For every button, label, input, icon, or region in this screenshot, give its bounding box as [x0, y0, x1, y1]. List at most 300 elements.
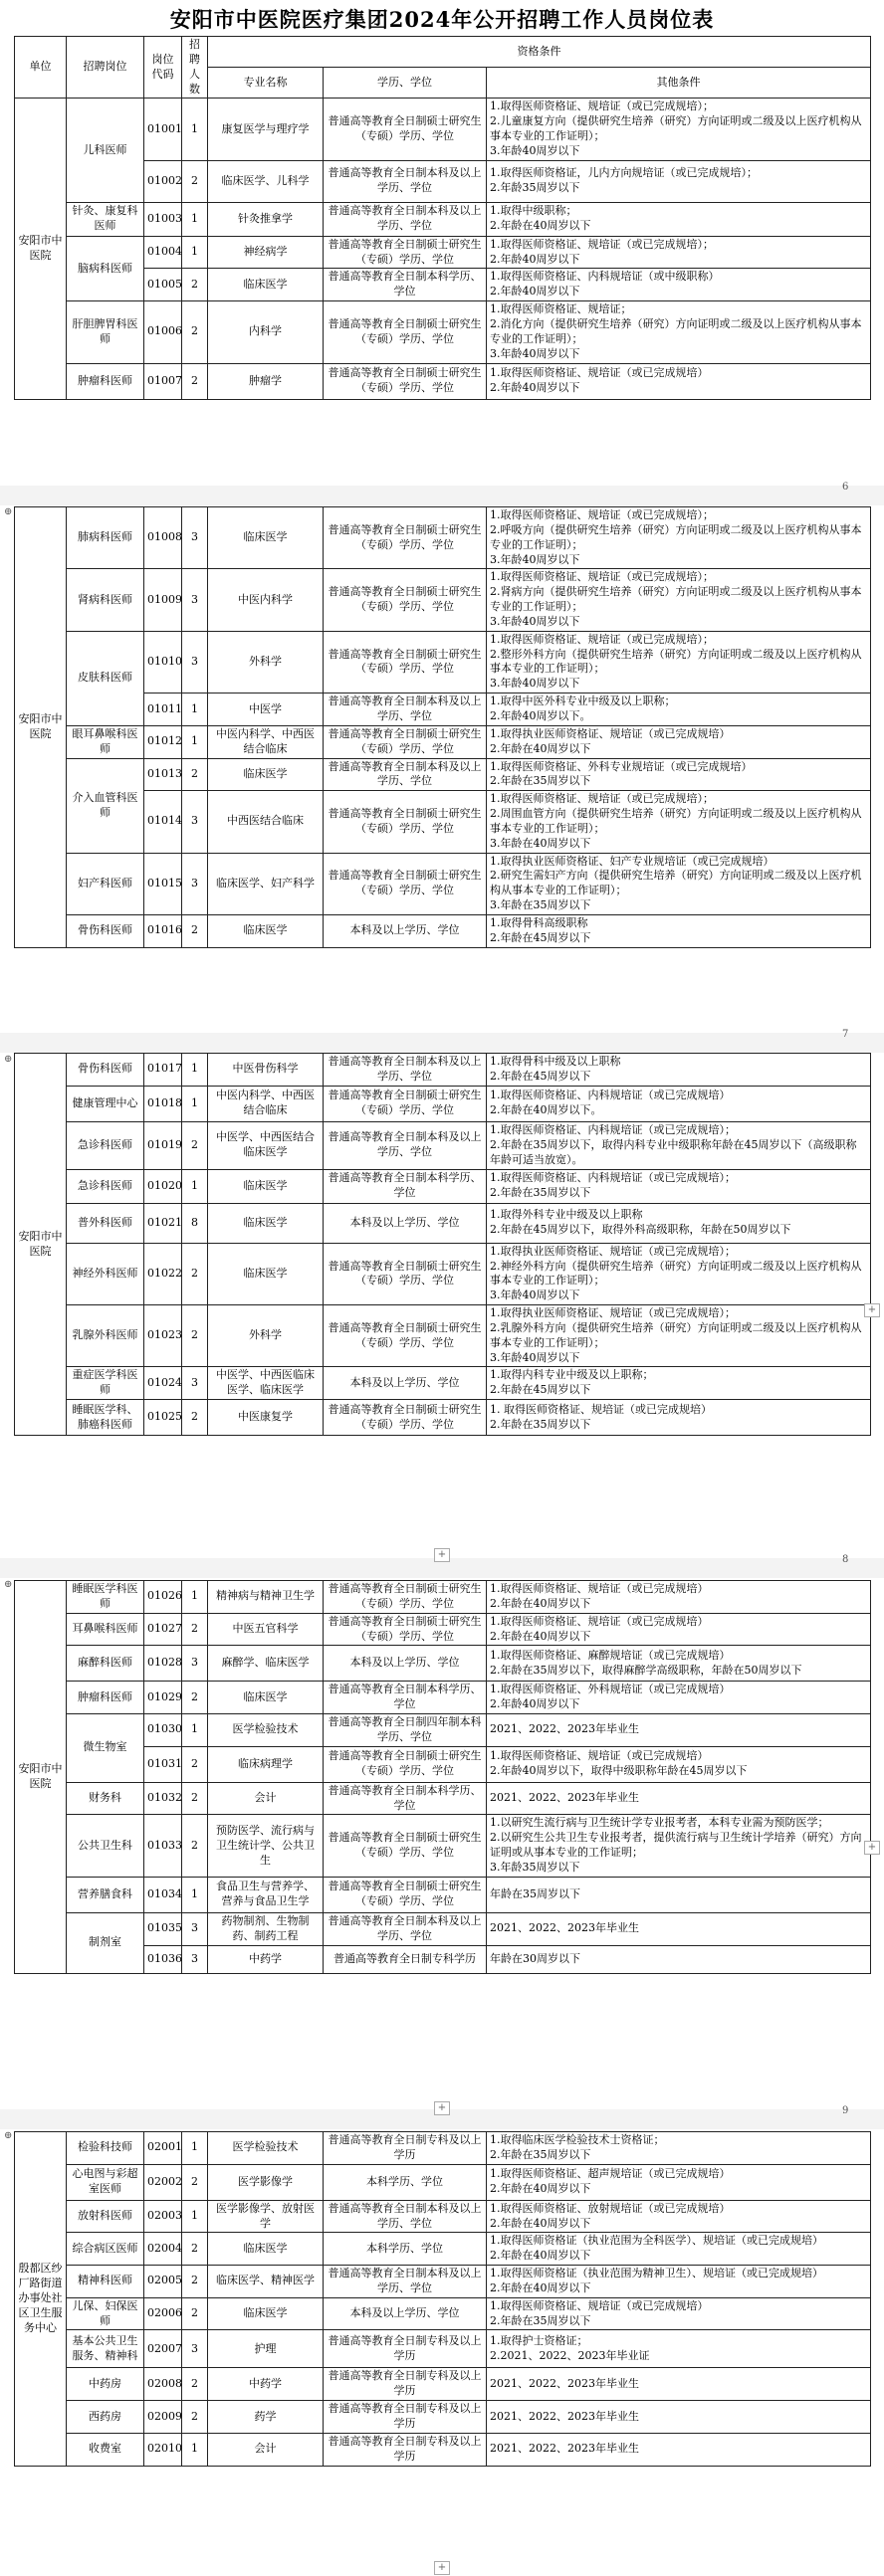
count-cell: 3 — [182, 569, 208, 631]
count-cell: 3 — [182, 1945, 208, 1973]
code-cell: 02004 — [144, 2233, 182, 2266]
add-column-button[interactable]: + — [864, 1303, 880, 1317]
education-cell: 普通高等教育全日制硕士研究生（专硕）学历、学位 — [324, 236, 487, 269]
code-cell: 02002 — [144, 2164, 182, 2200]
major-cell: 临床医学 — [208, 2297, 324, 2330]
other-conditions-cell: 1.取得医师资格证、规培证（或已完成规培） 2.年龄40周岁以下 — [487, 363, 871, 399]
code-cell: 01031 — [144, 1746, 182, 1782]
major-cell: 临床病理学 — [208, 1746, 324, 1782]
education-cell: 普通高等教育全日制硕士研究生（专硕）学历、学位 — [324, 853, 487, 914]
add-row-button[interactable]: + — [434, 2561, 450, 2575]
table-row — [15, 1682, 871, 1714]
post-cell: 妇产科医师 — [67, 853, 144, 914]
post-cell: 财务科 — [67, 1782, 144, 1815]
table-row — [15, 1815, 871, 1877]
major-cell: 药物制剂、生物制药、制药工程 — [208, 1912, 324, 1945]
other-conditions-cell: 2021、2022、2023年毕业生 — [487, 2433, 871, 2466]
other-conditions-cell: 1.取得骨科高级职称 2.年龄在45周岁以下 — [487, 914, 871, 947]
major-cell: 中医内科学、中西医结合临床 — [208, 1086, 324, 1121]
education-cell: 本科学历、学位 — [324, 2164, 487, 2200]
count-cell: 1 — [182, 2132, 208, 2165]
other-conditions-cell: 1.取得医师资格证、规培证（或已完成规培）； 2.整形外科方向（提供研究生培养（研究）方向证明或二级及以上医疗机构从事本专业的工作证明）； 3.年龄40周岁以下 — [487, 631, 871, 693]
education-cell: 普通高等教育全日制硕士研究生（专硕）学历、学位 — [324, 507, 487, 569]
header-post: 招聘岗位 — [67, 37, 144, 99]
table-row — [15, 758, 871, 791]
count-cell: 1 — [182, 1877, 208, 1912]
other-conditions-cell: 1.取得临床医学检验技术士资格证； 2.年龄在35周岁以下 — [487, 2132, 871, 2165]
education-cell: 本科及以上学历、学位 — [324, 914, 487, 947]
code-cell: 01025 — [144, 1400, 182, 1436]
code-cell: 01017 — [144, 1054, 182, 1087]
table-row — [15, 1121, 871, 1169]
major-cell: 针灸推拿学 — [208, 202, 324, 236]
code-cell: 01013 — [144, 758, 182, 791]
major-cell: 临床医学 — [208, 1203, 324, 1243]
page-number: 8 — [842, 1554, 849, 1565]
table-row — [15, 1782, 871, 1815]
table-row — [15, 1646, 871, 1682]
post-cell: 制剂室 — [67, 1912, 144, 1973]
code-cell: 01020 — [144, 1169, 182, 1203]
other-conditions-cell: 1.取得医师资格证、规培证（或已完成规培）； 2.呼吸方向（提供研究生培养（研究）方向证明或二级及以上医疗机构从事本专业的工作证明）； 3.年龄40周岁以下 — [487, 507, 871, 569]
code-cell: 01024 — [144, 1367, 182, 1400]
table-row — [15, 2297, 871, 2330]
code-cell: 01028 — [144, 1646, 182, 1682]
table-segment — [14, 1580, 871, 1974]
major-cell: 中西医结合临床 — [208, 791, 324, 853]
education-cell: 普通高等教育全日制硕士研究生（专硕）学历、学位 — [324, 1305, 487, 1367]
code-cell: 02008 — [144, 2368, 182, 2401]
other-conditions-cell: 1.以研究生流行病与卫生统计学专业报考者，本科专业需为预防医学； 2.以研究生公共卫生专业报考者，提供流行病与卫生统计学培养（研究）方向证明或从事本专业的工作证明； 3.年龄35周岁以下 — [487, 1815, 871, 1877]
count-cell: 2 — [182, 758, 208, 791]
post-cell: 睡眠医学科医师 — [67, 1581, 144, 1614]
post-cell: 针灸、康复科医师 — [67, 202, 144, 236]
table-segment — [14, 2131, 871, 2467]
other-conditions-cell: 2021、2022、2023年毕业生 — [487, 1714, 871, 1747]
table-row — [15, 2330, 871, 2368]
other-conditions-cell: 1.取得医师资格证、内科规培证（或已完成规培） 2.年龄在40周岁以下。 — [487, 1086, 871, 1121]
count-cell: 2 — [182, 2368, 208, 2401]
other-conditions-cell: 1.取得中级职称； 2.年龄在40周岁以下 — [487, 202, 871, 236]
table-row — [15, 1877, 871, 1912]
other-conditions-cell: 1.取得外科专业中级及以上职称 2.年龄在45周岁以下，取得外科高级职称，年龄在50周岁以下 — [487, 1203, 871, 1243]
count-cell: 1 — [182, 1054, 208, 1087]
count-cell: 1 — [182, 1169, 208, 1203]
header-other: 其他条件 — [487, 68, 871, 99]
major-cell: 麻醉学、临床医学 — [208, 1646, 324, 1682]
code-cell: 01036 — [144, 1945, 182, 1973]
other-conditions-cell: 2021、2022、2023年毕业生 — [487, 1912, 871, 1945]
post-cell: 急诊科医师 — [67, 1169, 144, 1203]
other-conditions-cell: 1.取得医师资格证、规培证（或已完成规培） 2.年龄在40周岁以下 — [487, 1581, 871, 1614]
education-cell: 普通高等教育全日制硕士研究生（专硕）学历、学位 — [324, 725, 487, 758]
education-cell: 普通高等教育全日制本科及以上学历、学位 — [324, 1054, 487, 1087]
code-cell: 01004 — [144, 236, 182, 269]
table-row — [15, 1613, 871, 1646]
education-cell: 普通高等教育全日制硕士研究生（专硕）学历、学位 — [324, 1243, 487, 1304]
code-cell: 01030 — [144, 1714, 182, 1747]
other-conditions-cell: 1.取得医师资格证、规培证（或已完成规培） 2.年龄40周岁以下，取得中级职称年龄在45周岁以下 — [487, 1746, 871, 1782]
add-column-button[interactable]: + — [864, 1841, 880, 1855]
other-conditions-cell: 1.取得医师资格证、外科专业规培证（或已完成规培） 2.年龄在35周岁以下 — [487, 758, 871, 791]
education-cell: 普通高等教育全日制硕士研究生（专硕）学历、学位 — [324, 791, 487, 853]
education-cell: 普通高等教育全日制硕士研究生（专硕）学历、学位 — [324, 1877, 487, 1912]
post-cell: 营养膳食科 — [67, 1877, 144, 1912]
education-cell: 普通高等教育全日制本科学历、学位 — [324, 1782, 487, 1815]
other-conditions-cell: 1.取得医师资格证、放射规培证（或已完成规培） 2.年龄在40周岁以下 — [487, 2200, 871, 2233]
code-cell: 01022 — [144, 1243, 182, 1304]
post-cell: 公共卫生科 — [67, 1815, 144, 1877]
other-conditions-cell: 1.取得执业医师资格证、规培证（或已完成规培）； 2.乳腺外科方向（提供研究生培养（研究）方向证明或二级及以上医疗机构从事本专业的工作证明）； 3.年龄40周岁以下 — [487, 1305, 871, 1367]
other-conditions-cell: 1.取得医师资格证、规培证（或已完成规培）； 2.年龄40周岁以下 — [487, 236, 871, 269]
major-cell: 临床医学 — [208, 269, 324, 301]
code-cell: 01019 — [144, 1121, 182, 1169]
code-cell: 02005 — [144, 2266, 182, 2298]
post-cell: 心电图与彩超室医师 — [67, 2164, 144, 2200]
major-cell: 中医学、中西医结合临床医学 — [208, 1121, 324, 1169]
header-qualification: 资格条件 — [208, 37, 871, 68]
table-row — [15, 2266, 871, 2298]
major-cell: 会计 — [208, 2433, 324, 2466]
table-row — [15, 301, 871, 363]
other-conditions-cell: 1.取得医师资格证、规培证（或已完成规培）； 2.儿童康复方向（提供研究生培养（研究）方向证明或二级及以上医疗机构从事本专业的工作证明）； 3.年龄40周岁以下 — [487, 99, 871, 160]
table-row — [15, 1305, 871, 1367]
post-cell: 综合病区医师 — [67, 2233, 144, 2266]
education-cell: 普通高等教育全日制本科学历、学位 — [324, 269, 487, 301]
count-cell: 1 — [182, 2433, 208, 2466]
major-cell: 护理 — [208, 2330, 324, 2368]
other-conditions-cell: 1.取得医师资格证、内科规培证（或已完成规培）； 2.年龄在35周岁以下，取得内科专业中级职称年龄在45周岁以下（高级职称年龄可适当放宽）。 — [487, 1121, 871, 1169]
education-cell: 普通高等教育全日制本科及以上学历、学位 — [324, 694, 487, 726]
other-conditions-cell: 1.取得医师资格证（执业范围为精神卫生）、规培证（或已完成规培） 2.年龄在40周岁以下 — [487, 2266, 871, 2298]
table-row — [15, 1581, 871, 1614]
count-cell: 3 — [182, 1646, 208, 1682]
major-cell: 临床医学 — [208, 1682, 324, 1714]
other-conditions-cell: 2021、2022、2023年毕业生 — [487, 1782, 871, 1815]
table-row — [15, 1086, 871, 1121]
code-cell: 01006 — [144, 301, 182, 363]
post-cell: 检验科技师 — [67, 2132, 144, 2165]
other-conditions-cell: 1.取得医师资格证、规培证（或已完成规培）； 2.周围血管方向（提供研究生培养（研究）方向证明或二级及以上医疗机构从事本专业的工作证明）； 3.年龄在40周岁以下 — [487, 791, 871, 853]
major-cell: 中医骨伤科学 — [208, 1054, 324, 1087]
education-cell: 普通高等教育全日制硕士研究生（专硕）学历、学位 — [324, 363, 487, 399]
education-cell: 普通高等教育全日制硕士研究生（专硕）学历、学位 — [324, 1613, 487, 1646]
count-cell: 3 — [182, 791, 208, 853]
unit-cell: 安阳市中医院 — [15, 507, 67, 948]
table-move-handle-icon[interactable]: ⊕ — [4, 1054, 13, 1065]
education-cell: 本科及以上学历、学位 — [324, 1646, 487, 1682]
post-cell: 普外科医师 — [67, 1203, 144, 1243]
post-cell: 微生物室 — [67, 1714, 144, 1783]
education-cell: 普通高等教育全日制专科学历 — [324, 1945, 487, 1973]
unit-cell: 安阳市中医院 — [15, 99, 67, 399]
major-cell: 中医五官科学 — [208, 1613, 324, 1646]
count-cell: 2 — [182, 1746, 208, 1782]
post-cell: 睡眠医学科、肺癌科医师 — [67, 1400, 144, 1436]
code-cell: 01016 — [144, 914, 182, 947]
add-row-button[interactable]: + — [434, 2101, 450, 2115]
major-cell: 外科学 — [208, 1305, 324, 1367]
count-cell: 2 — [182, 160, 208, 202]
major-cell: 中医内科学 — [208, 569, 324, 631]
post-cell: 神经外科医师 — [67, 1243, 144, 1304]
table-move-handle-icon[interactable]: ⊕ — [4, 1579, 13, 1590]
count-cell: 1 — [182, 694, 208, 726]
table-segment — [14, 1053, 871, 1436]
unit-cell: 殷都区纱厂路街道办事处社区卫生服务中心 — [15, 2132, 67, 2467]
count-cell: 1 — [182, 725, 208, 758]
major-cell: 康复医学与理疗学 — [208, 99, 324, 160]
count-cell: 2 — [182, 269, 208, 301]
table-row — [15, 853, 871, 914]
count-cell: 3 — [182, 631, 208, 693]
table-move-handle-icon[interactable]: ⊕ — [4, 506, 13, 517]
header-major: 专业名称 — [208, 68, 324, 99]
post-cell: 肝胆脾胃科医师 — [67, 301, 144, 363]
count-cell: 2 — [182, 363, 208, 399]
major-cell: 临床医学 — [208, 2233, 324, 2266]
post-cell: 耳鼻喉科医师 — [67, 1613, 144, 1646]
code-cell: 01008 — [144, 507, 182, 569]
other-conditions-cell: 年龄在30周岁以下 — [487, 1945, 871, 1973]
table-row — [15, 2132, 871, 2165]
education-cell: 普通高等教育全日制专科及以上学历 — [324, 2132, 487, 2165]
table-row — [15, 1243, 871, 1304]
major-cell: 精神病与精神卫生学 — [208, 1581, 324, 1614]
post-cell: 介入血管科医师 — [67, 758, 144, 853]
code-cell: 01018 — [144, 1086, 182, 1121]
post-cell: 肾病科医师 — [67, 569, 144, 631]
count-cell: 1 — [182, 1086, 208, 1121]
page-number: 6 — [842, 482, 849, 493]
education-cell: 普通高等教育全日制硕士研究生（专硕）学历、学位 — [324, 301, 487, 363]
count-cell: 1 — [182, 202, 208, 236]
code-cell: 01014 — [144, 791, 182, 853]
table-segment — [14, 36, 871, 400]
education-cell: 普通高等教育全日制硕士研究生（专硕）学历、学位 — [324, 569, 487, 631]
other-conditions-cell: 1.取得医师资格证、规培证； 2.消化方向（提供研究生培养（研究）方向证明或二级及以上医疗机构从事本专业的工作证明）； 3.年龄40周岁以下 — [487, 301, 871, 363]
other-conditions-cell: 1.取得中医外科专业中级及以上职称； 2.年龄40周岁以下。 — [487, 694, 871, 726]
code-cell: 01027 — [144, 1613, 182, 1646]
major-cell: 临床医学 — [208, 1169, 324, 1203]
education-cell: 普通高等教育全日制四年制本科学历、学位 — [324, 1714, 487, 1747]
count-cell: 2 — [182, 2401, 208, 2434]
education-cell: 普通高等教育全日制专科及以上学历 — [324, 2330, 487, 2368]
post-cell: 基本公共卫生服务、精神科 — [67, 2330, 144, 2368]
table-row — [15, 725, 871, 758]
education-cell: 普通高等教育全日制硕士研究生（专硕）学历、学位 — [324, 631, 487, 693]
code-cell: 01009 — [144, 569, 182, 631]
other-conditions-cell: 1.取得医师资格证、内科规培证（或已完成规培）； 2.年龄在35周岁以下 — [487, 1169, 871, 1203]
count-cell: 2 — [182, 1815, 208, 1877]
code-cell: 01021 — [144, 1203, 182, 1243]
major-cell: 临床医学、妇产科学 — [208, 853, 324, 914]
education-cell: 普通高等教育全日制专科及以上学历 — [324, 2433, 487, 2466]
table-row — [15, 1714, 871, 1747]
count-cell: 2 — [182, 2233, 208, 2266]
education-cell: 普通高等教育全日制本科及以上学历、学位 — [324, 758, 487, 791]
add-row-button[interactable]: + — [434, 1548, 450, 1562]
table-row — [15, 1203, 871, 1243]
post-cell: 皮肤科医师 — [67, 631, 144, 725]
code-cell: 02009 — [144, 2401, 182, 2434]
post-cell: 肺病科医师 — [67, 507, 144, 569]
other-conditions-cell: 2021、2022、2023年毕业生 — [487, 2368, 871, 2401]
code-cell: 02007 — [144, 2330, 182, 2368]
count-cell: 1 — [182, 236, 208, 269]
code-cell: 01002 — [144, 160, 182, 202]
count-cell: 2 — [182, 1613, 208, 1646]
major-cell: 医学影像学 — [208, 2164, 324, 2200]
other-conditions-cell: 1.取得医师资格证、超声规培证（或已完成规培） 2.年龄在40周岁以下 — [487, 2164, 871, 2200]
page-break — [0, 486, 884, 505]
table-row — [15, 2433, 871, 2466]
code-cell: 02001 — [144, 2132, 182, 2165]
unit-cell: 安阳市中医院 — [15, 1054, 67, 1436]
education-cell: 普通高等教育全日制本科及以上学历、学位 — [324, 2200, 487, 2233]
code-cell: 02010 — [144, 2433, 182, 2466]
education-cell: 普通高等教育全日制专科及以上学历 — [324, 2401, 487, 2434]
major-cell: 临床医学、儿科学 — [208, 160, 324, 202]
major-cell: 中医内科学、中西医结合临床 — [208, 725, 324, 758]
code-cell: 01011 — [144, 694, 182, 726]
post-cell: 儿科医师 — [67, 99, 144, 202]
major-cell: 预防医学、流行病与卫生统计学、公共卫生 — [208, 1815, 324, 1877]
post-cell: 儿保、妇保医师 — [67, 2297, 144, 2330]
other-conditions-cell: 1. 取得医师资格证、规培证（或已完成规培） 2.年龄在35周岁以下 — [487, 1400, 871, 1436]
page-number: 7 — [842, 1029, 849, 1040]
count-cell: 2 — [182, 2297, 208, 2330]
table-row — [15, 2401, 871, 2434]
table-segment — [14, 506, 871, 948]
major-cell: 医学检验技术 — [208, 1714, 324, 1747]
header-education: 学历、学位 — [324, 68, 487, 99]
major-cell: 药学 — [208, 2401, 324, 2434]
other-conditions-cell: 2021、2022、2023年毕业生 — [487, 2401, 871, 2434]
other-conditions-cell: 1.取得医师资格证、规培证（或已完成规培） 2.年龄在40周岁以下 — [487, 1613, 871, 1646]
code-cell: 02006 — [144, 2297, 182, 2330]
education-cell: 普通高等教育全日制本科及以上学历、学位 — [324, 202, 487, 236]
other-conditions-cell: 1.取得医师资格证、外科规培证（或已完成规培） 2.年龄40周岁以下 — [487, 1682, 871, 1714]
code-cell: 01029 — [144, 1682, 182, 1714]
table-row — [15, 2233, 871, 2266]
table-row — [15, 1169, 871, 1203]
education-cell: 普通高等教育全日制专科及以上学历 — [324, 2368, 487, 2401]
major-cell: 肿瘤学 — [208, 363, 324, 399]
count-cell: 8 — [182, 1203, 208, 1243]
education-cell: 本科及以上学历、学位 — [324, 1203, 487, 1243]
table-row — [15, 2368, 871, 2401]
post-cell: 乳腺外科医师 — [67, 1305, 144, 1367]
code-cell: 01035 — [144, 1912, 182, 1945]
count-cell: 2 — [182, 1682, 208, 1714]
post-cell: 肿瘤科医师 — [67, 363, 144, 399]
major-cell: 神经病学 — [208, 236, 324, 269]
table-move-handle-icon[interactable]: ⊕ — [4, 2130, 13, 2141]
post-cell: 骨伤科医师 — [67, 1054, 144, 1087]
major-cell: 食品卫生与营养学、营养与食品卫生学 — [208, 1877, 324, 1912]
table-row — [15, 202, 871, 236]
unit-cell: 安阳市中医院 — [15, 1581, 67, 1974]
count-cell: 1 — [182, 2200, 208, 2233]
post-cell: 中药房 — [67, 2368, 144, 2401]
major-cell: 中药学 — [208, 2368, 324, 2401]
post-cell: 骨伤科医师 — [67, 914, 144, 947]
page-break — [0, 1033, 884, 1053]
other-conditions-cell: 1.取得内科专业中级及以上职称； 2.年龄在45周岁以下 — [487, 1367, 871, 1400]
code-cell: 01033 — [144, 1815, 182, 1877]
code-cell: 01032 — [144, 1782, 182, 1815]
table-row — [15, 99, 871, 160]
table-row — [15, 569, 871, 631]
count-cell: 3 — [182, 1367, 208, 1400]
code-cell: 01001 — [144, 99, 182, 160]
count-cell: 3 — [182, 1912, 208, 1945]
count-cell: 3 — [182, 2330, 208, 2368]
count-cell: 2 — [182, 1782, 208, 1815]
count-cell: 2 — [182, 2164, 208, 2200]
header-unit: 单位 — [15, 37, 67, 99]
major-cell: 医学影像学、放射医学 — [208, 2200, 324, 2233]
education-cell: 普通高等教育全日制本科学历、学位 — [324, 1682, 487, 1714]
code-cell: 01010 — [144, 631, 182, 693]
major-cell: 外科学 — [208, 631, 324, 693]
education-cell: 本科学历、学位 — [324, 2233, 487, 2266]
education-cell: 普通高等教育全日制硕士研究生（专硕）学历、学位 — [324, 1400, 487, 1436]
education-cell: 普通高等教育全日制本科及以上学历、学位 — [324, 1121, 487, 1169]
table-row — [15, 2200, 871, 2233]
education-cell: 普通高等教育全日制本科及以上学历、学位 — [324, 160, 487, 202]
post-cell: 眼耳鼻喉科医师 — [67, 725, 144, 758]
major-cell: 临床医学 — [208, 507, 324, 569]
count-cell: 3 — [182, 507, 208, 569]
code-cell: 01012 — [144, 725, 182, 758]
education-cell: 普通高等教育全日制硕士研究生（专硕）学历、学位 — [324, 99, 487, 160]
major-cell: 中医学 — [208, 694, 324, 726]
education-cell: 普通高等教育全日制硕士研究生（专硕）学历、学位 — [324, 1746, 487, 1782]
education-cell: 普通高等教育全日制硕士研究生（专硕）学历、学位 — [324, 1581, 487, 1614]
code-cell: 01026 — [144, 1581, 182, 1614]
education-cell: 普通高等教育全日制本科及以上学历、学位 — [324, 2266, 487, 2298]
page-title: 安阳市中医院医疗集团2024年公开招聘工作人员岗位表 — [169, 7, 715, 32]
post-cell: 收费室 — [67, 2433, 144, 2466]
post-cell: 肿瘤科医师 — [67, 1682, 144, 1714]
table-row — [15, 1400, 871, 1436]
table-row — [15, 1367, 871, 1400]
code-cell: 01015 — [144, 853, 182, 914]
code-cell: 01005 — [144, 269, 182, 301]
post-cell: 麻醉科医师 — [67, 1646, 144, 1682]
other-conditions-cell: 1.取得护士资格证； 2.2021、2022、2023年毕业证 — [487, 2330, 871, 2368]
count-cell: 2 — [182, 1243, 208, 1304]
other-conditions-cell: 年龄在35周岁以下 — [487, 1877, 871, 1912]
post-cell: 精神科医师 — [67, 2266, 144, 2298]
major-cell: 中药学 — [208, 1945, 324, 1973]
count-cell: 2 — [182, 2266, 208, 2298]
post-cell: 重症医学科医师 — [67, 1367, 144, 1400]
major-cell: 临床医学 — [208, 914, 324, 947]
count-cell: 2 — [182, 1121, 208, 1169]
other-conditions-cell: 1.取得医师资格证、规培证（或已完成规培）； 2.肾病方向（提供研究生培养（研究）方向证明或二级及以上医疗机构从事本专业的工作证明）； 3.年龄40周岁以下 — [487, 569, 871, 631]
count-cell: 2 — [182, 1305, 208, 1367]
education-cell: 本科及以上学历、学位 — [324, 1367, 487, 1400]
education-cell: 普通高等教育全日制本科及以上学历、学位 — [324, 1912, 487, 1945]
table-row — [15, 507, 871, 569]
page-number: 9 — [842, 2105, 849, 2116]
other-conditions-cell: 1.取得医师资格证、规培证（或已完成规培） 2.年龄在35周岁以下 — [487, 2297, 871, 2330]
education-cell: 普通高等教育全日制本科学历、学位 — [324, 1169, 487, 1203]
post-cell: 脑病科医师 — [67, 236, 144, 300]
